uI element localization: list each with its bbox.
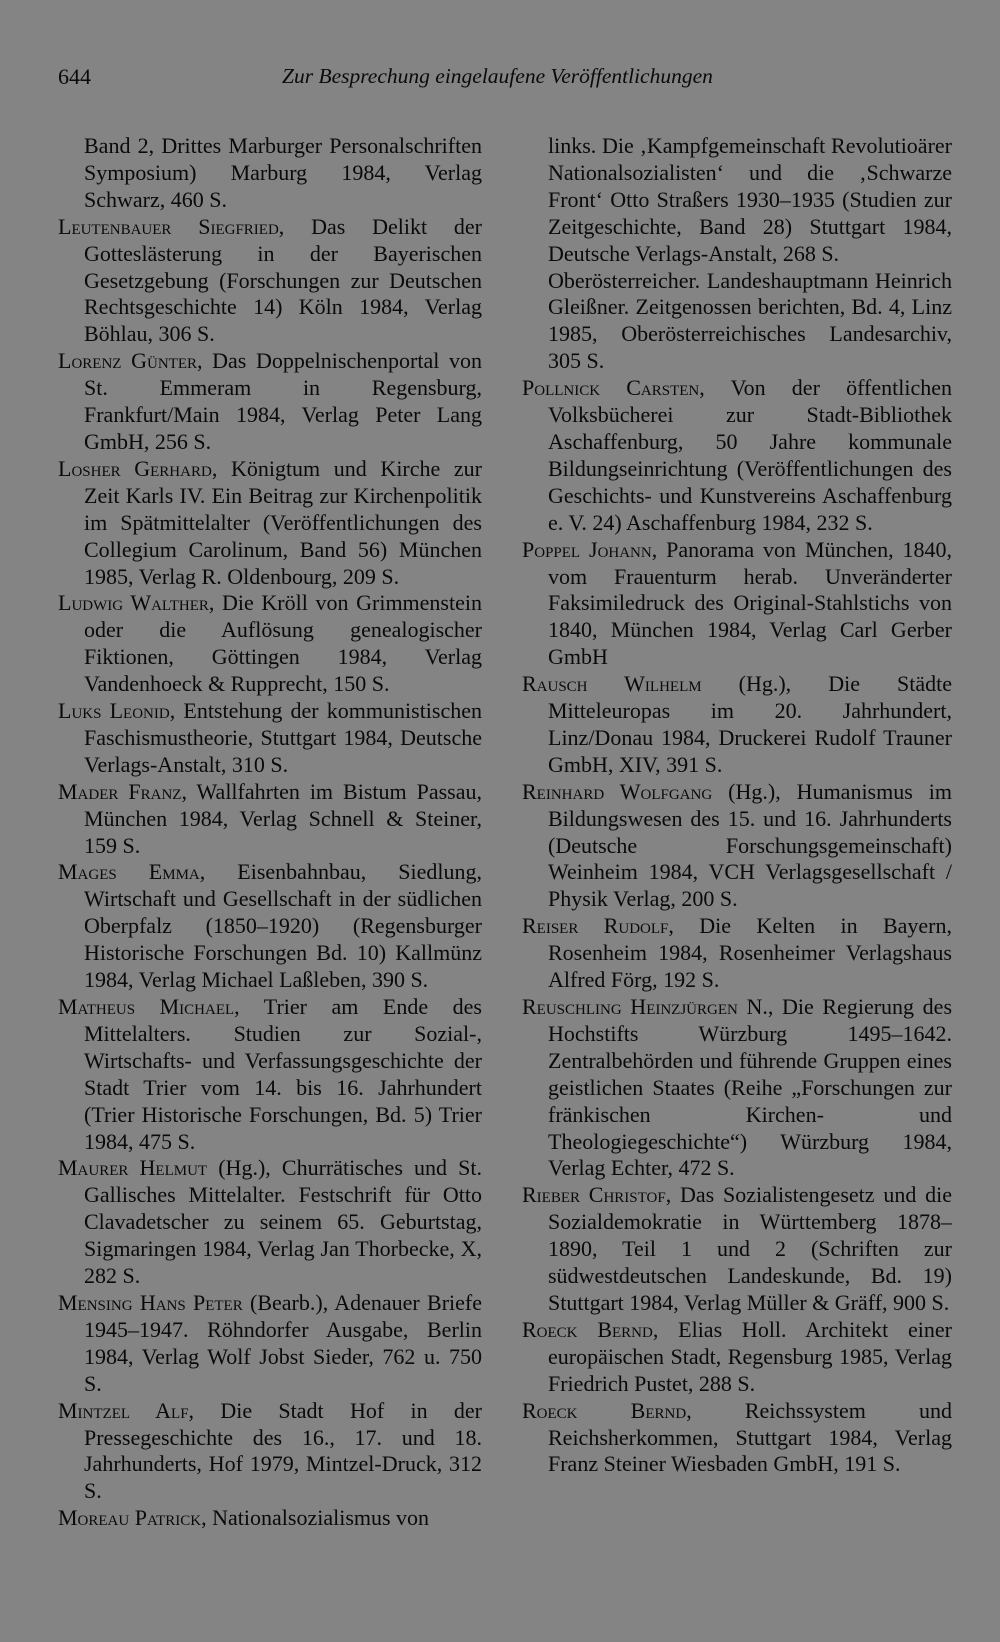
bibliography-entry	[522, 779, 952, 914]
bibliography-entry	[522, 1182, 952, 1317]
entry-text: (Hg.), Die Städte Mitteleuropas im 20. Jahrhundert, Linz/Donau 1984, Druckerei Rudolf Trauner GmbH, XIV, 391 S.	[548, 671, 952, 777]
bibliography-entry	[58, 1155, 482, 1290]
bibliography-entry	[522, 994, 952, 1182]
bibliography-entry	[58, 590, 482, 698]
bibliography-entry	[522, 268, 952, 376]
entry-text: , Trier am Ende des Mittelalters. Studien zur Sozial-, Wirtschafts- und Verfassungsgeschichte der Stadt Trier vom 14. bis 16. Jahrhundert (Trier Historische Forschungen, Bd. 5) Trier 1984, 475 S.	[84, 994, 482, 1154]
entry-author: Losher Gerhard	[58, 455, 212, 481]
bibliography-entry	[58, 698, 482, 779]
bibliography-entry	[58, 779, 482, 860]
page-header	[58, 64, 724, 100]
entry-author: Mader Franz	[58, 778, 182, 804]
entry-author: Leutenbauer Siegfried	[58, 213, 279, 239]
bibliography-entry	[522, 375, 952, 536]
bibliography-entry	[522, 537, 952, 672]
running-title: Zur Besprechung eingelaufene Veröffentlichungen	[282, 64, 713, 88]
page-number: 644	[58, 64, 91, 89]
left-column	[58, 133, 482, 1532]
entry-author: Roeck Bernd	[522, 1397, 687, 1423]
entry-author: Pollnick Carsten	[522, 375, 700, 401]
entry-text: (Bearb.), Adenauer Briefe 1945–1947. Röhndorfer Ausgabe, Berlin 1984, Verlag Wolf Jobst Sieder, 762 u. 750 S.	[84, 1289, 482, 1396]
bibliography-entry	[58, 1398, 482, 1506]
entry-text: , Das Delikt der Gotteslästerung in der Bayerischen Gesetzgebung (Forschungen zur Deutschen Rechtsgeschichte 14) Köln 1984, Verlag Böhlau, 306 S.	[84, 213, 482, 347]
entry-text: links. Die ‚Kampfgemeinschaft Revolutioärer Nationalsozialisten‘ und die ‚Schwarze Front‘ Otto Straßers 1930–1935 (Studien zur Zeitgeschichte, Band 28) Stuttgart 1984, Deutsche Verlags-Anstalt, 268 S.	[548, 133, 952, 266]
right-column	[522, 133, 952, 1478]
entry-text: , Königtum und Kirche zur Zeit Karls IV. Ein Beitrag zur Kirchenpolitik im Spätmittelalter (Veröffentlichungen des Collegium Carolinum, Band 56) München 1985, Verlag R. Oldenbourg, 209 S.	[84, 455, 483, 589]
entry-text: , Wallfahrten im Bistum Passau, München 1984, Verlag Schnell & Steiner, 159 S.	[84, 778, 482, 858]
entry-author: Reiser Rudolf	[522, 913, 669, 939]
entry-text: , Elias Holl. Architekt einer europäischen Stadt, Regensburg 1985, Verlag Friedrich Pustet, 288 S.	[548, 1316, 953, 1396]
bibliography-entry	[522, 133, 952, 268]
entry-author: Poppel Johann	[522, 536, 652, 562]
entry-author: Mages Emma	[58, 859, 200, 885]
entry-text: Oberösterreicher. Landeshauptmann Heinrich Gleißner. Zeitgenossen berichten, Bd. 4, Linz 1985, Oberösterreichisches Landesarchiv, 305 S.	[548, 267, 952, 374]
entry-text: , Nationalsozialismus von	[201, 1505, 430, 1531]
entry-text: , Die Stadt Hof in der Pressegeschichte des 16., 17. und 18. Jahrhunderts, Hof 1979, Mintzel-Druck, 312 S.	[84, 1397, 482, 1504]
entry-author: Luks Leonid	[58, 698, 170, 724]
bibliography-entry	[58, 859, 482, 994]
entry-author: Roeck Bernd	[522, 1316, 653, 1342]
bibliography-entry	[58, 456, 482, 591]
entry-author: Rausch Wilhelm	[522, 671, 702, 697]
entry-text: , Das Doppelnischenportal von St. Emmeram in Regensburg, Frankfurt/Main 1984, Verlag Peter Lang GmbH, 256 S.	[84, 348, 482, 454]
entry-author: Maurer Helmut	[58, 1155, 208, 1181]
bibliography-entry	[58, 1505, 482, 1532]
bibliography-entry	[522, 1317, 952, 1398]
entry-text: , Reichssystem und Reichsherkommen, Stuttgart 1984, Verlag Franz Steiner Wiesbaden GmbH, 191 S.	[548, 1397, 952, 1477]
entry-text: Band 2, Drittes Marburger Personalschriften Symposium) Marburg 1984, Verlag Schwarz, 460 S.	[84, 133, 482, 212]
bibliography-entry	[58, 1290, 482, 1398]
entry-text: , Panorama von München, 1840, vom Frauenturm herab. Unveränderter Faksimiledruck des Original-Stahlstichs von 1840, München 1984, Verlag Carl Gerber GmbH	[548, 536, 952, 670]
entry-text: , Die Regierung des Hochstifts Würzburg 1495–1642. Zentralbehörden und führende Gruppen eines geistlichen Staates (Reihe „Forschungen zur fränkischen Kirchen- und Theologiegeschichte“) Würzburg 1984, Verlag Echter, 472 S.	[548, 994, 953, 1181]
entry-text: , Das Sozialistengesetz und die Sozialdemokratie in Württemberg 1878–1890, Teil 1 und 2 (Schriften zur südwestdeutschen Landeskunde, Bd. 19) Stuttgart 1984, Verlag Müller & Gräff, 900 S.	[548, 1182, 952, 1315]
bibliography-entry	[522, 913, 952, 994]
bibliography-entry	[522, 1398, 952, 1479]
entry-author: Reuschling Heinzjürgen N.	[522, 994, 768, 1019]
bibliography-entry	[522, 671, 952, 779]
entry-text: (Hg.), Humanismus im Bildungswesen des 15. und 16. Jahrhunderts (Deutsche Forschungsgemeinschaft) Weinheim 1984, VCH Verlagsgesellschaft / Physik Verlag, 200 S.	[548, 778, 952, 912]
bibliography-entry	[58, 214, 482, 349]
entry-author: Lorenz Günter	[58, 348, 197, 374]
entry-text: , Die Kelten in Bayern, Rosenheim 1984, Rosenheimer Verlagshaus Alfred Förg, 192 S.	[548, 913, 952, 993]
entry-text: (Hg.), Churrätisches und St. Gallisches Mittelalter. Festschrift für Otto Clavadetscher zu seinem 65. Geburtstag, Sigmaringen 1984, Verlag Jan Thorbecke, X, 282 S.	[84, 1155, 482, 1289]
bibliography-entry	[58, 348, 482, 456]
entry-author: Rieber Christof	[522, 1182, 666, 1208]
entry-text: , Die Kröll von Grimmenstein oder die Auflösung genealogischer Fiktionen, Göttingen 1984, Verlag Vandenhoeck & Rupprecht, 150 S.	[84, 590, 482, 697]
entry-text: , Entstehung der kommunistischen Faschismustheorie, Stuttgart 1984, Deutsche Verlags-Anstalt, 310 S.	[84, 698, 483, 777]
entry-author: Matheus Michael	[58, 994, 235, 1019]
bibliography-entry	[58, 133, 482, 214]
entry-author: Mensing Hans Peter	[58, 1289, 243, 1315]
entry-author: Moreau Patrick	[58, 1505, 202, 1531]
entry-author: Mintzel Alf	[58, 1397, 189, 1423]
entry-text: , Von der öffentlichen Volksbücherei zur Stadt-Bibliothek Aschaffenburg, 50 Jahre kommunale Bildungseinrichtung (Veröffentlichungen des Geschichts- und Kunstvereins Aschaffenburg e. V. 24) Aschaffenburg 1984, 232 S.	[548, 375, 952, 535]
entry-text: , Eisenbahnbau, Siedlung, Wirtschaft und Gesellschaft in der südlichen Oberpfalz (1850–1920) (Regensburger Historische Forschungen Bd. 10) Kallmünz 1984, Verlag Michael Laßleben, 390 S.	[84, 859, 482, 993]
entry-author: Reinhard Wolfgang	[522, 778, 713, 804]
entry-author: Ludwig Walther	[58, 590, 209, 616]
bibliography-entry	[58, 994, 482, 1155]
